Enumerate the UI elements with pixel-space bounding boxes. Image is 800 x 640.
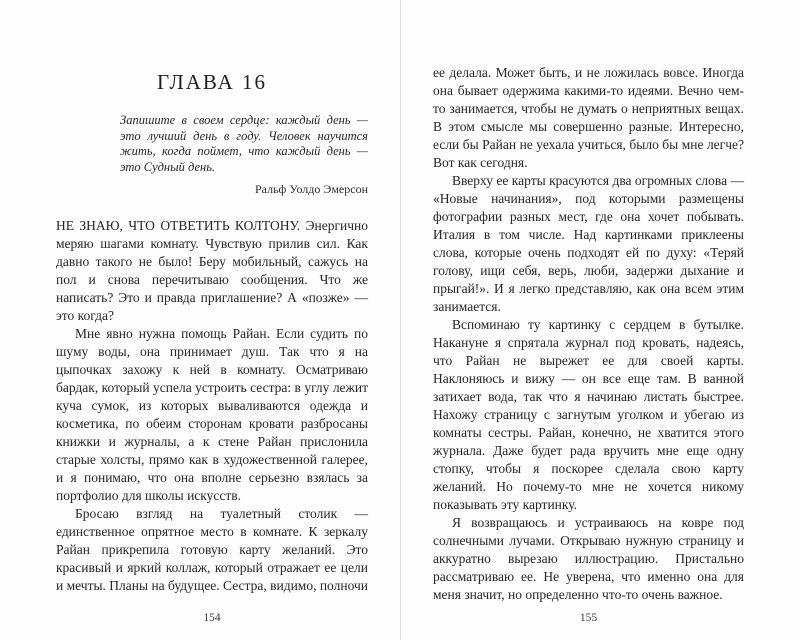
paragraph: Вспоминаю ту картинку с сердцем в бутылке. Накануне я спрятала журнал под кровать, надеясь, что Райан не вырежет ее для своей карты. Наклоняюсь и вижу — он все еще там. В ванной затихает вода, так что я начинаю листать быстрее. Нахожу страницу с загнутым уголком и убегаю из комнаты сестры. Райан, конечно, не хватится этого журнала. Даже будет рада вручить мне еще одну стопку, чтобы я поскорее сделала свою карту желаний. Но почему-то мне не хочется никому показывать эту картинку. xyxy=(433,317,744,512)
epigraph xyxy=(120,113,368,197)
page-number-right: 155 xyxy=(579,612,598,624)
epigraph-attribution: Ральф Уолдо Эмерсон xyxy=(254,182,368,196)
paragraph: НЕ ЗНАЮ, ЧТО ОТВЕТИТЬ КОЛТОНУ. Энергично меряю шагами комнату. Чувствую прилив сил. Как давно такого не было! Беру мобильный, сажусь на пол и снова перечитываю сообщения. Что же написать? Это и правда приглашение? А «позже» — это когда? xyxy=(56,218,368,323)
page-number-left: 154 xyxy=(203,612,221,624)
page-right-body xyxy=(433,64,744,604)
page-left-body xyxy=(56,217,368,595)
paragraph: Мне явно нужна помощь Райан. Если судить по шуму воды, она принимает душ. Так что я на цыпочках захожу к ней в комнату. Осматриваю бардак, который успела устроить сестра: в углу лежит куча сумок, из которых вываливаются одежда и косметика, по обеим сторонам кровати разбросаны книжки и журналы, а к стене Райан прислонила старые холсты, прямо как в художественной галерее, и я понимаю, что она вполне серьезно взялась за портфолио для школы искусств. xyxy=(56,326,368,503)
paragraph: Вверху ее карты красуются два огромных слова — «Новые начинания», под которыми размещены фотографии разных мест, где она хочет побывать. Италия в том числе. Над картинками приклеены слова, которые очень подходят ей по духу: «Теряй голову, ищи себя, верь, люби, задержи дыхание и прыгай!». И я легко представляю, как она всем этим занимается. xyxy=(433,173,744,314)
chapter-title: ГЛАВА 16 xyxy=(156,70,268,94)
paragraph: ее делала. Может быть, и не ложилась вовсе. Иногда она бывает одержима какими-то идеями. Вечно чем-то занимается, чтобы не думать о неприятных вещах. В этом смысле мы совершенно разные. Интересно, если бы Райан не уехала учиться, было бы мне легче? Вот как сегодня. xyxy=(433,65,744,170)
page-right xyxy=(400,0,800,640)
paragraph: Я возвращаюсь и устраиваюсь на ковре под солнечными лучами. Открываю нужную страницу и аккуратно вырезаю иллюстрацию. Пристально рассматриваю ее. Не уверена, что именно она для меня значит, но определенно что-то очень важное. xyxy=(433,515,744,602)
epigraph-text: Запишите в своем сердце: каждый день — это лучший день в году. Человек научится жить, когда поймет, что каждый день — это Судный день. xyxy=(120,113,368,174)
paragraph: Бросаю взгляд на туалетный столик — единственное опрятное место в комнате. К зеркалу Райан прикрепила готовую карту желаний. Это красивый и яркий коллаж, который отражает ее цели и мечты. Планы на будущее. Сестра, видимо, полночи xyxy=(56,506,369,593)
